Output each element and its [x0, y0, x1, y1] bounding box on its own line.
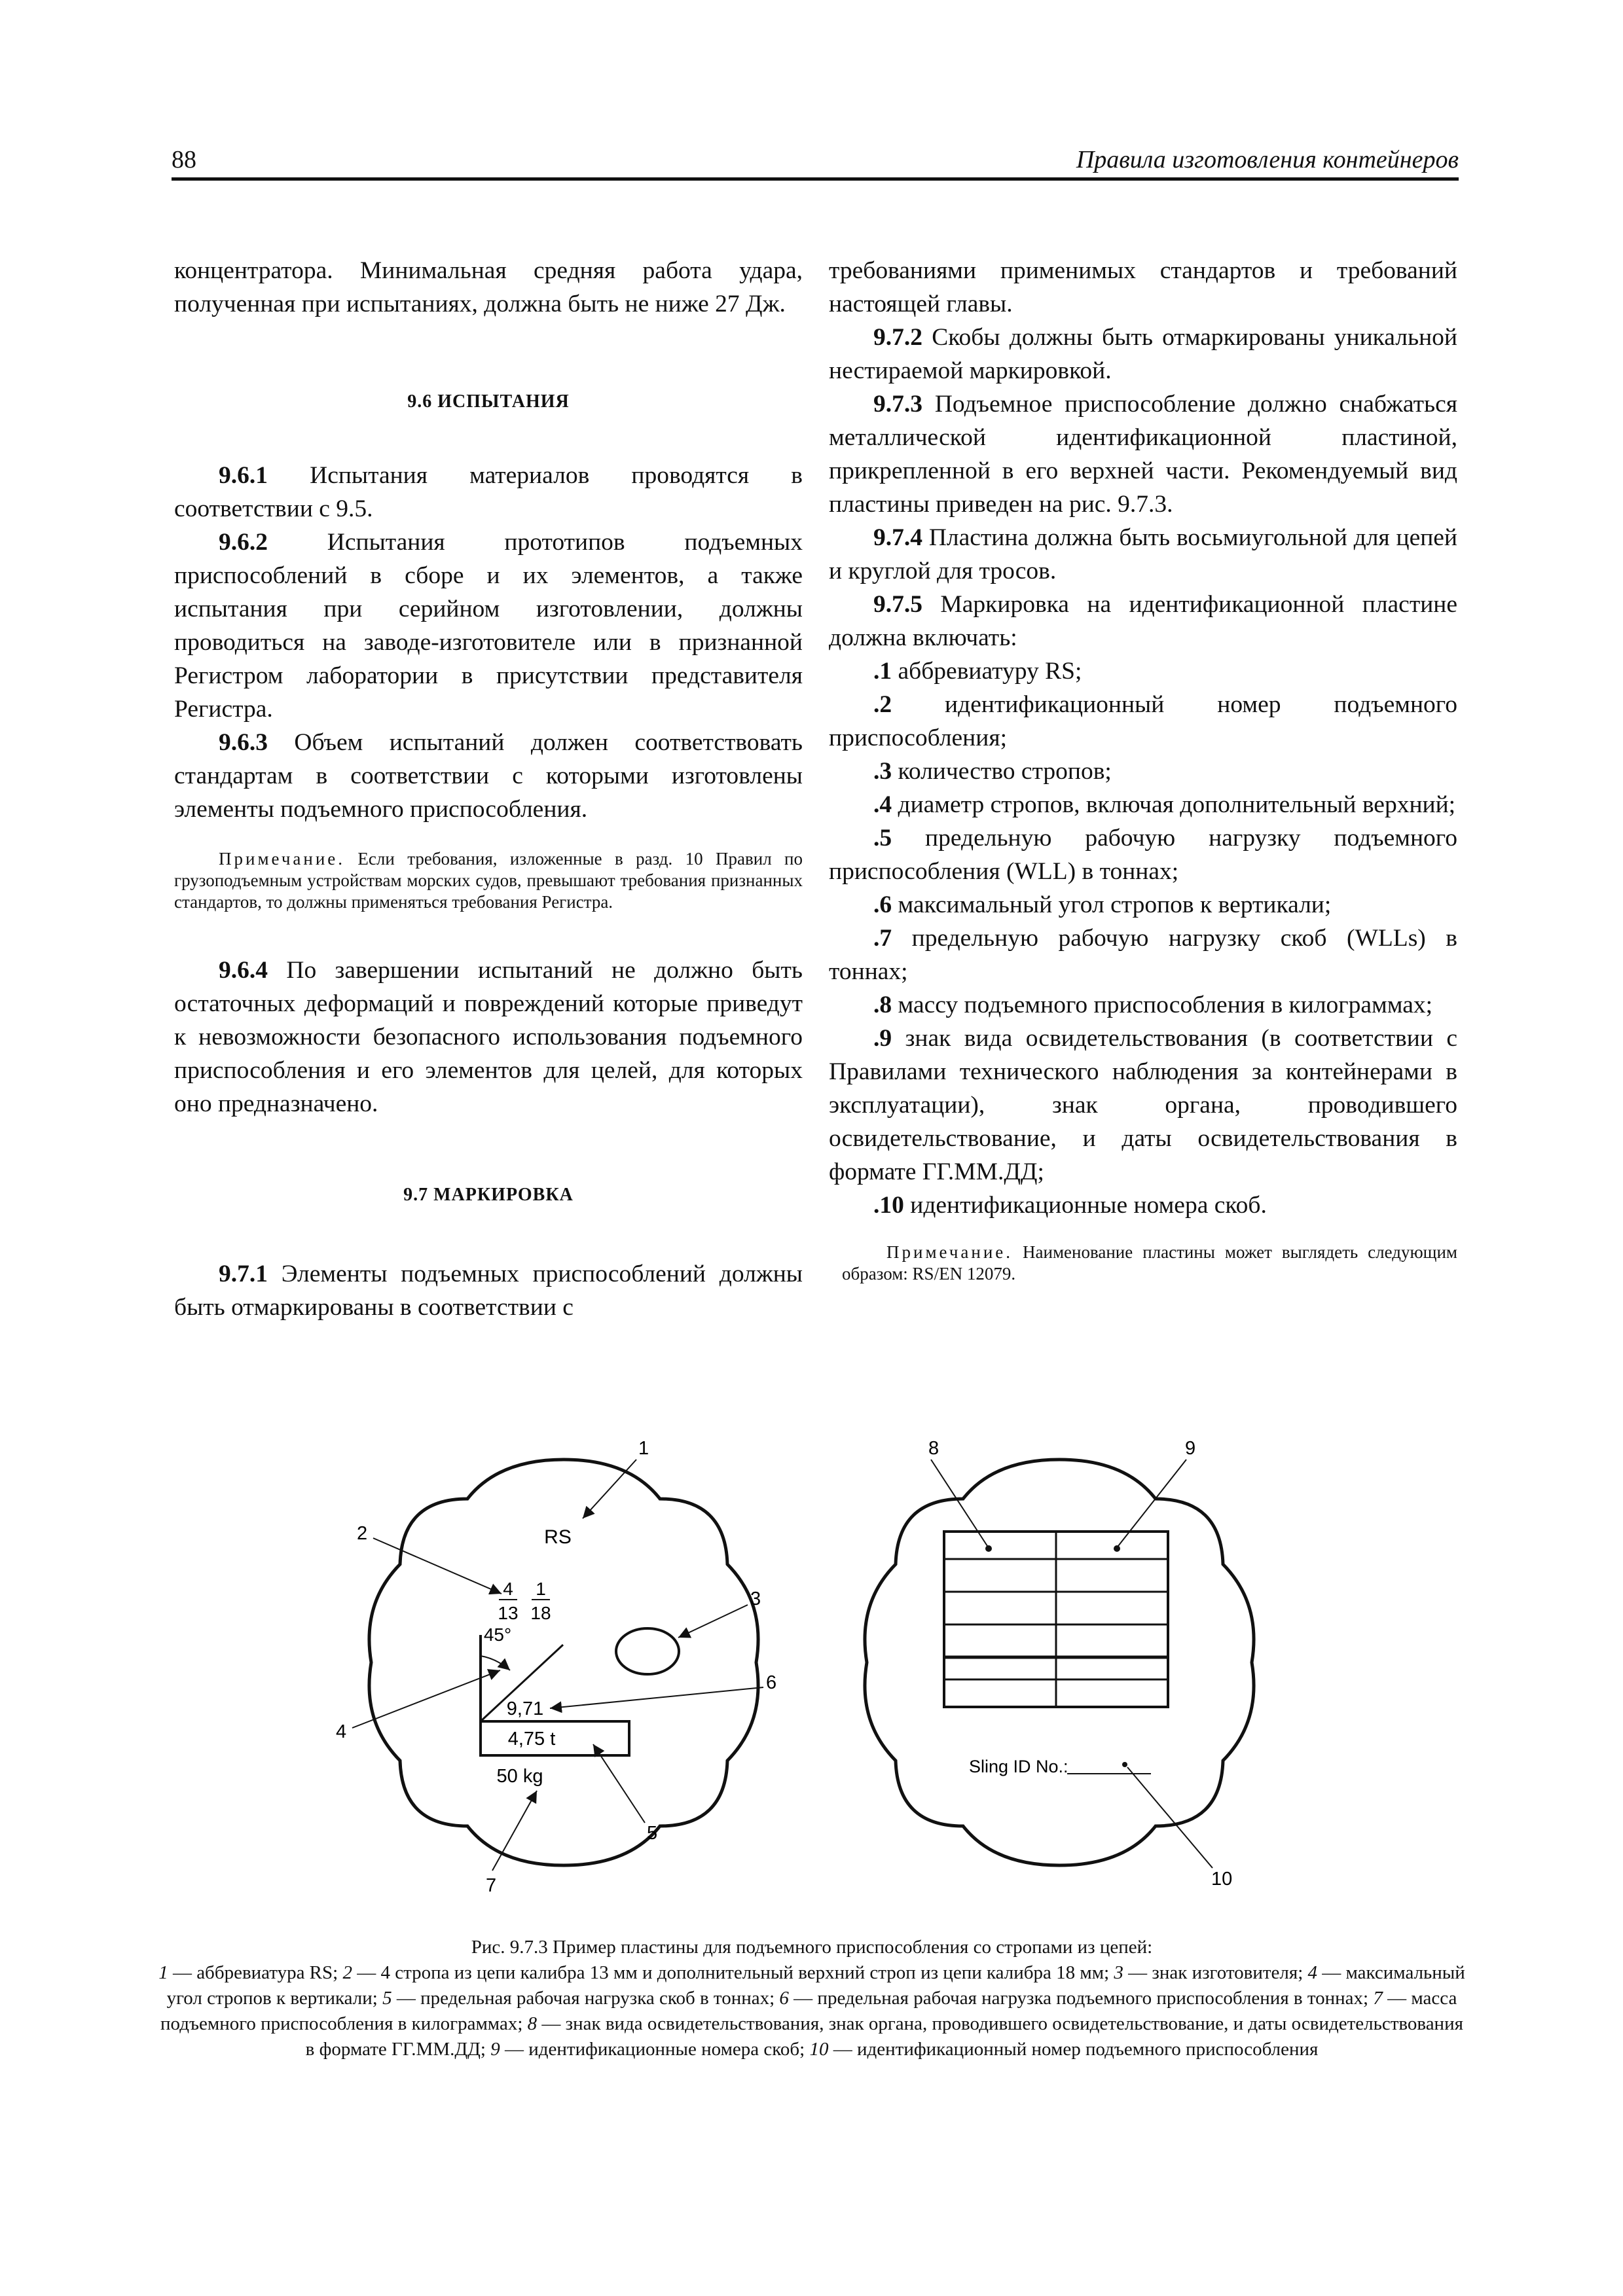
fraction-top-2: 1 — [536, 1579, 546, 1599]
list-item: .9 знак вида освидетельствования (в соответствии с Правилами технического наблюдения за контейнерами в эксплуатации), знак органа, проводившего освидетельствование, и даты освидетельствования в формате ГГ.ММ.ДД; — [829, 1025, 1457, 1185]
fraction-bottom-2: 18 — [530, 1603, 551, 1623]
clause-number: 9.6.1 — [219, 462, 268, 489]
callout-6: 6 — [766, 1672, 777, 1693]
note-2: Примечание. Наименование пластины может выглядеть следующим образом: RS/EN 12079. — [842, 1242, 1457, 1283]
angle-text: 45° — [483, 1624, 512, 1645]
list-item: .4 диаметр стропов, включая дополнительный верхний; — [873, 791, 1456, 818]
list-item: .10 идентификационные номера скоб. — [873, 1192, 1267, 1219]
paragraph-9-7-1: 9.7.1 Элементы подъемных приспособлений должны быть отмаркированы в соответствии с — [174, 1261, 803, 1321]
leader-line — [1127, 1767, 1213, 1868]
clause-number: 9.7.3 — [873, 391, 922, 418]
wll-text: 9,71 — [506, 1698, 544, 1719]
note-label: Примечание. — [219, 849, 346, 869]
page-header — [172, 139, 1459, 179]
angle-arc — [481, 1656, 510, 1670]
callout-4: 4 — [336, 1721, 347, 1742]
plate-outline — [865, 1460, 1254, 1865]
list-item: .2 идентификационный номер подъемного приспособления; — [829, 691, 1457, 751]
sling-id-label: Sling ID No.: — [969, 1757, 1068, 1776]
paragraph-9-7-3: 9.7.3 Подъемное приспособление должно снабжаться металлической идентификационной пластиной, прикрепленной в его верхней части. Рекомендуемый вид пластины приведен на рис. 9.7.3. — [829, 391, 1457, 518]
fraction-bottom-1: 13 — [498, 1603, 519, 1623]
list-item: .6 максимальный угол стропов к вертикали; — [873, 891, 1332, 918]
sling-id-dot — [1122, 1762, 1127, 1767]
left-column — [174, 254, 803, 1324]
paragraph-9-6-4: 9.6.4 По завершении испытаний не должно быть остаточных деформаций и повреждений которые приведут к невозможности безопасного использования подъемного приспособления и его элементов для целей, для которых оно предназначено. — [174, 957, 803, 1117]
callout-1: 1 — [638, 1438, 649, 1459]
paragraph-9-6-2: 9.6.2 Испытания прототипов подъемных приспособлений в сборе и их элементов, а также испытания при серийном изготовлении, должны проводиться на заводе-изготовителе или в признанной Регистром лаборатории в присутствии представителя Регистра. — [174, 529, 803, 723]
clause-number: 9.7.1 — [219, 1261, 268, 1287]
list-item: .5 предельную рабочую нагрузку подъемного приспособления (WLL) в тоннах; — [829, 825, 1457, 885]
plate-outline — [369, 1460, 758, 1865]
fraction-top-1: 4 — [503, 1579, 513, 1599]
section-title-9-6: 9.6 ИСПЫТАНИЯ — [407, 391, 570, 412]
clause-number: 9.6.3 — [219, 729, 268, 756]
figure-caption — [157, 1935, 1467, 2062]
list-item: .7 предельную рабочую нагрузку скоб (WLLs) в тоннах; — [829, 925, 1457, 985]
leader-line — [1118, 1460, 1186, 1546]
clause-number: 9.7.5 — [873, 591, 922, 618]
leader-line — [373, 1538, 501, 1594]
wlls-text: 4,75 t — [507, 1729, 556, 1749]
callout-5: 5 — [647, 1823, 658, 1844]
right-column — [829, 254, 1457, 1285]
page-number: 88 — [172, 146, 196, 173]
clause-number: 9.6.2 — [219, 529, 268, 556]
paragraph-9-7-2: 9.7.2 Скобы должны быть отмаркированы уникальной нестираемой маркировкой. — [829, 324, 1457, 384]
paragraph-intro: концентратора. Минимальная средняя работа удара, полученная при испытаниях, должна быть не ниже 27 Дж. — [174, 257, 803, 317]
manufacturer-mark — [616, 1628, 679, 1674]
caption-legend: 1 — аббревиатура RS; 2 — 4 стропа из цепи калибра 13 мм и дополнительный верхний строп из цепи калибра 18 мм; 3 — знак изготовителя; 4 — максимальный угол стропов к вертикали; 5 — предельная рабочая нагрузка скоб в тоннах; 6 — предельная рабочая нагрузка подъемного приспособления в тоннах; 7 — масса подъемного приспособления в килограммах; 8 — знак вида освидетельствования, знак органа, проводившего освидетельствование, и даты освидетельствования в формате ГГ.ММ.ДД; 9 — идентификационные номера скоб; 10 — идентификационный номер подъемного приспособления — [158, 1962, 1465, 2060]
paragraph-9-6-1: 9.6.1 Испытания материалов проводятся в соответствии с 9.5. — [174, 462, 803, 522]
figure-9-7-3 — [288, 1414, 1467, 1924]
callout-9: 9 — [1185, 1438, 1196, 1459]
clause-number: 9.7.2 — [873, 324, 922, 351]
note-1: Примечание. Если требования, изложенные в разд. 10 Правил по грузоподъемным устройствам морских судов, превышают требования признанных стандартов, то должны применяться требования Регистра. — [174, 849, 803, 912]
leader-line — [352, 1670, 500, 1728]
paragraph-9-7-5: 9.7.5 Маркировка на идентификационной пластине должна включать: — [829, 591, 1457, 651]
table-dot — [1114, 1545, 1120, 1552]
section-title-9-7: 9.7 МАРКИРОВКА — [403, 1185, 574, 1205]
paragraph-continued: требованиями применимых стандартов и требований настоящей главы. — [829, 257, 1457, 317]
rs-text: RS — [544, 1526, 572, 1548]
header-rule — [172, 177, 1459, 181]
leader-line — [550, 1687, 763, 1708]
callout-3: 3 — [750, 1588, 761, 1609]
figure-drawing — [288, 1414, 1467, 1924]
paragraph-9-6-3: 9.6.3 Объем испытаний должен соответствовать стандартам в соответствии с которыми изготовлены элементы подъемного приспособления. — [174, 729, 803, 823]
table-dot — [985, 1545, 992, 1552]
callout-7: 7 — [486, 1875, 497, 1896]
running-title: Правила изготовления контейнеров — [1076, 146, 1459, 173]
mass-text: 50 kg — [496, 1766, 543, 1787]
list-item: .1 аббревиатуру RS; — [873, 658, 1082, 685]
callout-10: 10 — [1211, 1869, 1233, 1890]
leader-line — [583, 1460, 636, 1518]
paragraph-9-7-4: 9.7.4 Пластина должна быть восьмиугольной для цепей и круглой для тросов. — [829, 524, 1457, 584]
callout-2: 2 — [357, 1523, 368, 1544]
leader-line — [678, 1605, 748, 1638]
callout-8: 8 — [928, 1438, 939, 1459]
clause-number: 9.6.4 — [219, 957, 268, 984]
note-label: Примечание. — [886, 1242, 1013, 1262]
list-item: .8 массу подъемного приспособления в килограммах; — [873, 992, 1433, 1018]
list-item: .3 количество стропов; — [873, 758, 1112, 785]
clause-number: 9.7.4 — [873, 524, 922, 551]
caption-title: Рис. 9.7.3 Пример пластины для подъемного приспособления со стропами из цепей: — [471, 1937, 1153, 1958]
